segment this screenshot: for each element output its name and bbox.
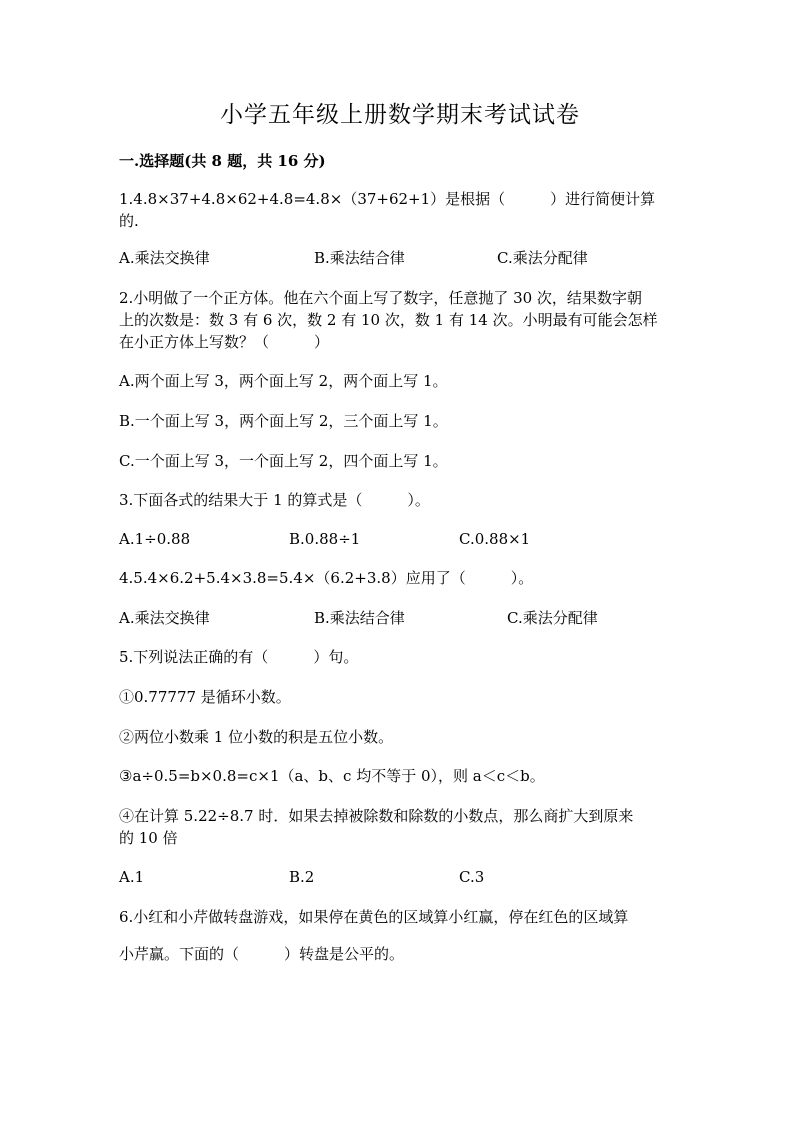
question-2-line-3: 在小正方体上写数？（ ）: [119, 333, 330, 351]
question-1-line-1: 1.4.8×37+4.8×62+4.8=4.8×（37+62+1）是根据（ ）进行简便计算: [119, 190, 656, 208]
question-1-option-b: B.乘法结合律: [314, 249, 405, 267]
question-2-option-b: B.一个面上写 3，两个面上写 2，三个面上写 1。: [119, 412, 448, 430]
question-4-option-c: C.乘法分配律: [507, 609, 598, 627]
question-6-line-1: 6.小红和小芹做转盘游戏，如果停在黄色的区域算小红赢，停在红色的区域算: [119, 908, 629, 926]
question-2-option-a: A.两个面上写 3，两个面上写 2，两个面上写 1。: [119, 372, 448, 390]
question-2-line-1: 2.小明做了一个正方体。他在六个面上写了数字，任意抛了 30 次，结果数字朝: [119, 289, 642, 307]
section-heading: 一.选择题(共 8 题，共 16 分): [119, 152, 326, 170]
question-3-option-a: A.1÷0.88: [119, 530, 191, 548]
question-5-statement-1: ①0.77777 是循环小数。: [119, 688, 291, 706]
question-3-line-1: 3.下面各式的结果大于 1 的算式是（ ）。: [119, 491, 430, 509]
question-1-option-a: A.乘法交换律: [119, 249, 210, 267]
question-1-line-2: 的.: [119, 212, 139, 230]
question-5-option-b: B.2: [289, 868, 315, 886]
question-4-line-1: 4.5.4×6.2+5.4×3.8=5.4×（6.2+3.8）应用了（ ）。: [119, 569, 534, 587]
question-5-option-a: A.1: [119, 868, 145, 886]
question-2-line-2: 上的次数是：数 3 有 6 次，数 2 有 10 次，数 1 有 14 次。小明最有可能会怎样: [119, 311, 658, 329]
question-6-line-2: 小芹赢。下面的（ ）转盘是公平的。: [119, 945, 405, 963]
question-4-option-a: A.乘法交换律: [119, 609, 210, 627]
question-5-statement-2: ②两位小数乘 1 位小数的积是五位小数。: [119, 728, 394, 746]
question-2-option-c: C.一个面上写 3，一个面上写 2，四个面上写 1。: [119, 452, 448, 470]
question-4-option-b: B.乘法结合律: [314, 609, 405, 627]
question-5-statement-4-line-1: ④在计算 5.22÷8.7 时．如果去掉被除数和除数的小数点，那么商扩大到原来: [119, 807, 634, 825]
question-5-option-c: C.3: [459, 868, 485, 886]
question-1-option-c: C.乘法分配律: [497, 249, 588, 267]
question-5-statement-3: ③a÷0.5=b×0.8=c×1（a、b、c 均不等于 0），则 a＜c＜b。: [119, 767, 545, 785]
question-3-option-b: B.0.88÷1: [289, 530, 361, 548]
question-5-statement-4-line-2: 的 10 倍: [119, 829, 178, 847]
question-5-line-1: 5.下列说法正确的有（ ）句。: [119, 648, 359, 666]
question-3-option-c: C.0.88×1: [459, 530, 531, 548]
page-title: 小学五年级上册数学期末考试试卷: [220, 102, 580, 128]
